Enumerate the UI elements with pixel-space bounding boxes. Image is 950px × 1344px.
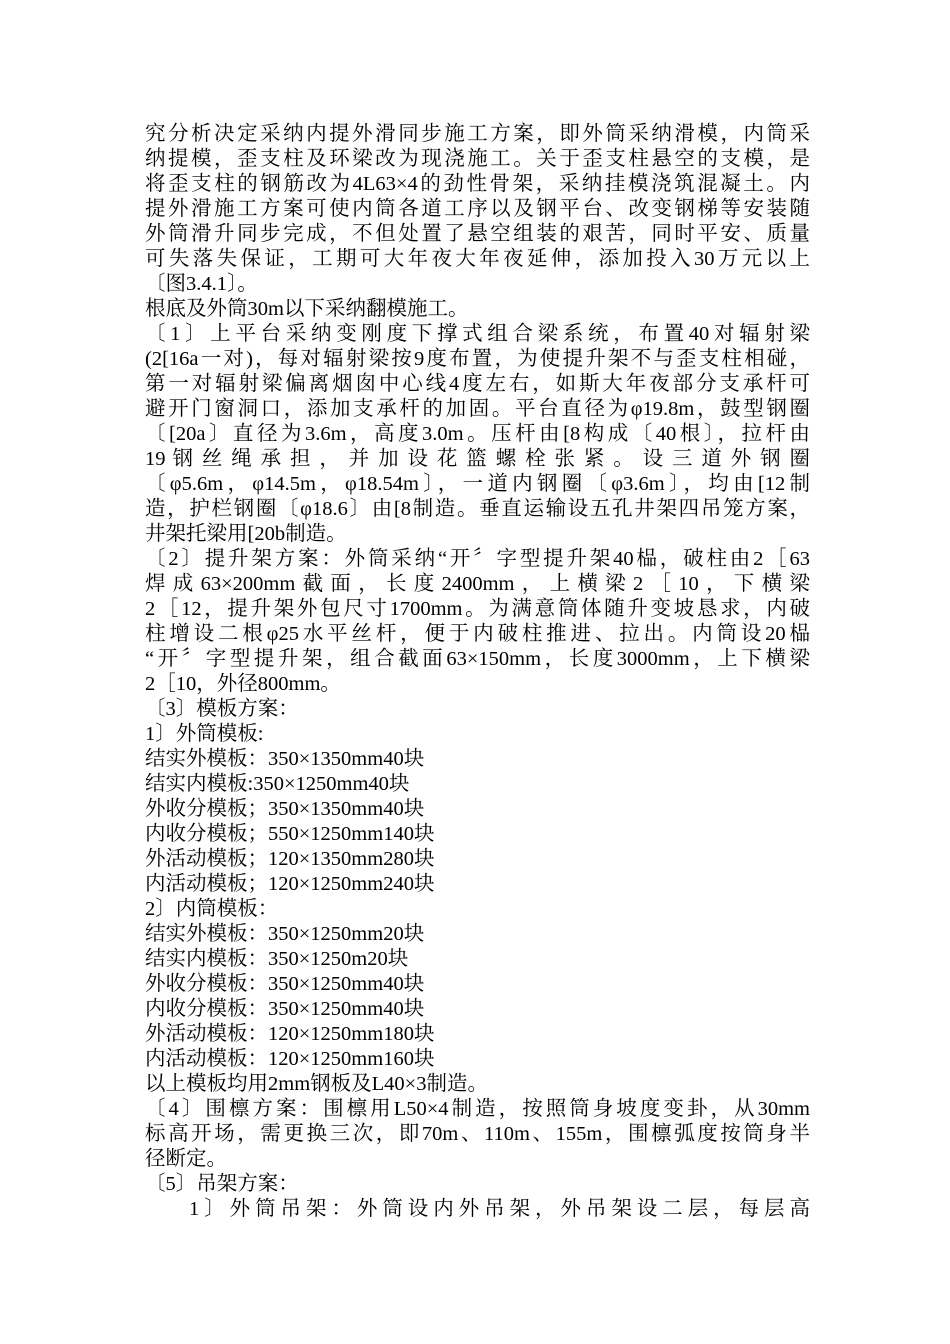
- text-line: 柱增设二根φ25水平丝杆，便于内破柱推进、拉出。内筒设20榀: [145, 623, 810, 645]
- text-line: 〔4〕围檩方案：围檩用L50×4制造，按照筒身坡度变卦，从30mm: [145, 1098, 810, 1120]
- text-line: 〔图3.4.1〕。: [145, 273, 258, 295]
- section-heading: 〔5〕吊架方案：: [145, 1173, 299, 1195]
- list-item: 内收分模板：350×1250mm40块: [145, 998, 425, 1020]
- text-line: 外筒滑升同步完成，不但处置了悬空组装的艰苦，同时平安、质量: [145, 223, 810, 245]
- text-line: 2［10，外径800mm。: [145, 673, 341, 695]
- text-line: “开〞字型提升架，组合截面63×150mm，长度3000mm，上下横梁: [145, 648, 810, 670]
- list-item: 外活动模板：120×1250mm180块: [145, 1023, 435, 1045]
- sub-heading: 2〕内筒模板：: [145, 898, 279, 920]
- list-item: 内活动模板；120×1250mm240块: [145, 873, 435, 895]
- text-line: 可失落失保证，工期可大年夜大年夜延伸，添加投入30万元以上: [145, 248, 810, 270]
- text-line: (2[16a一对)，每对辐射梁按9度布置，为使提升架不与歪支柱相碰，: [145, 348, 810, 370]
- list-item: 结实外模板：350×1350mm40块: [145, 748, 425, 770]
- text-line: 纳提模，歪支柱及环梁改为现浇施工。关于歪支柱悬空的支模，是: [145, 148, 810, 170]
- text-line: 以上模板均用2mm钢板及L40×3制造。: [145, 1073, 488, 1095]
- list-item: 外收分模板：350×1250mm40块: [145, 973, 425, 995]
- text-line: 19 钢 丝 绳 承 担 ， 并 加 设 花 篮 螺 栓 张 紧 。 设 三 道 外 钢 圈: [145, 448, 810, 470]
- document-page: [145, 122, 810, 1222]
- list-item: 结实内模板：350×1250m20块: [145, 948, 409, 970]
- list-item: 结实内模板:350×1250mm40块: [145, 773, 410, 795]
- text-line: 将歪支柱的钢筋改为4L63×4的劲性骨架，采纳挂模浇筑混凝土。内: [145, 173, 810, 195]
- text-line: 究分析决定采纳内提外滑同步施工方案，即外筒采纳滑模，内筒采: [145, 123, 810, 145]
- text-line: 井架托梁用[20b制造。: [145, 523, 347, 545]
- text-line: 径断定。: [145, 1148, 227, 1170]
- list-item: 结实外模板：350×1250mm20块: [145, 923, 425, 945]
- text-line: 提外滑施工方案可使内筒各道工序以及钢平台、改变钢梯等安装随: [145, 198, 810, 220]
- text-line: 〔φ5.6m，φ14.5m，φ18.54m〕，一道内钢圈〔φ3.6m〕，均由[12制: [145, 473, 810, 495]
- text-line: 标高开场，需更换三次，即70m、110m、155m，围檩弧度按筒身半: [145, 1123, 810, 1145]
- text-line: 〔1〕上平台采纳变刚度下撑式组合梁系统，布置40对辐射梁: [145, 323, 810, 345]
- text-line: 造，护栏钢圈〔φ18.6〕由[8制造。垂直运输设五孔井架四吊笼方案，: [145, 498, 810, 520]
- sub-heading: 1〕外筒模板:: [145, 723, 264, 745]
- section-heading: 〔3〕模板方案：: [145, 698, 299, 720]
- text-line: 焊成63×200mm截面，长度2400mm，上横梁2［10，下横梁: [145, 573, 810, 595]
- text-line: 避开门窗洞口，添加支承杆的加固。平台直径为φ19.8m，鼓型钢圈: [145, 398, 810, 420]
- text-line: 根底及外筒30m以下采纳翻模施工。: [145, 298, 469, 320]
- list-item: 外活动模板；120×1350mm280块: [145, 848, 435, 870]
- text-line: 2［12，提升架外包尺寸1700mm。为满意筒体随升变坡恳求，内破: [145, 598, 810, 620]
- text-line: 〔2〕提升架方案：外筒采纳“开〞字型提升架40榀，破柱由2［63: [145, 548, 810, 570]
- list-item: 内收分模板；550×1250mm140块: [145, 823, 435, 845]
- list-item: 内活动模板：120×1250mm160块: [145, 1048, 435, 1070]
- text-line: 第一对辐射梁偏离烟囱中心线4度左右，如斯大年夜部分支承杆可: [145, 373, 810, 395]
- list-item: 外收分模板；350×1350mm40块: [145, 798, 425, 820]
- text-line: 〔[20a〕直径为3.6m，高度3.0m。压杆由[8构成〔40根〕，拉杆由: [145, 423, 810, 445]
- text-line: 1〕外筒吊架：外筒设内外吊架，外吊架设二层，每层高: [189, 1198, 810, 1220]
